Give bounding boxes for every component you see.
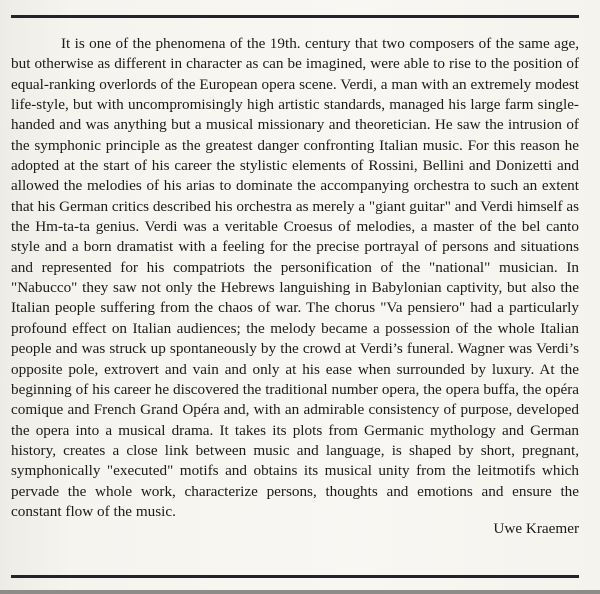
article-body bbox=[11, 34, 579, 522]
top-rule bbox=[11, 15, 579, 18]
article-paragraph: It is one of the phenomena of the 19th. century that two composers of the same age, but otherwise as different in character as can be imagined, were able to rise to the position of equal-ranking overlords of the European opera scene. Verdi, a man with an extremely modest life-style, but with uncompromisingly high artistic standards, managed his large farm single-handed and was anything but a musical missionary and theoretician. He saw the intrusion of the symphonic principle as the greatest danger confronting Italian music. For this reason he adopted at the start of his career the stylistic elements of Rossini, Bellini and Donizetti and allowed the melodies of his arias to dominate the accompanying orchestra to such an extent that his German critics described his orchestra as merely a "giant guitar" and Verdi himself as the Hm-ta-ta genius. Verdi was a veritable Croesus of melodies, a master of the bel canto style and a born dramatist with a feeling for the precise portrayal of persons and situations and represented for his compatriots the personification of the "national" musician. In "Nabucco" they saw not only the Hebrews languishing in Babylonian captivity, but also the Italian people suffering from the chaos of war. The chorus "Va pensiero" had a particularly profound effect on Italian audiences; the melody became a possession of the whole Italian people and was struck up spontaneously by the crowd at Verdi’s funeral. Wagner was Verdi’s opposite pole, extrovert and vain and only at his ease when surrounded by luxury. At the beginning of his career he discovered the traditional number opera, the opera buffa, the opéra comique and French Grand Opéra and, with an admirable consistency of purpose, developed the opera into a musical drama. It takes its plots from Germanic mythology and German history, creates a close link between music and language, is shaped by short, pregnant, symphonically "executed" motifs and obtains its musical unity from the leitmotifs which pervade the whole work, characterize persons, thoughts and emotions and ensure the constant flow of the music. bbox=[11, 35, 579, 520]
author-signature: Uwe Kraemer bbox=[493, 520, 579, 537]
bottom-rule bbox=[11, 575, 579, 578]
page-edge-shadow bbox=[0, 590, 600, 594]
